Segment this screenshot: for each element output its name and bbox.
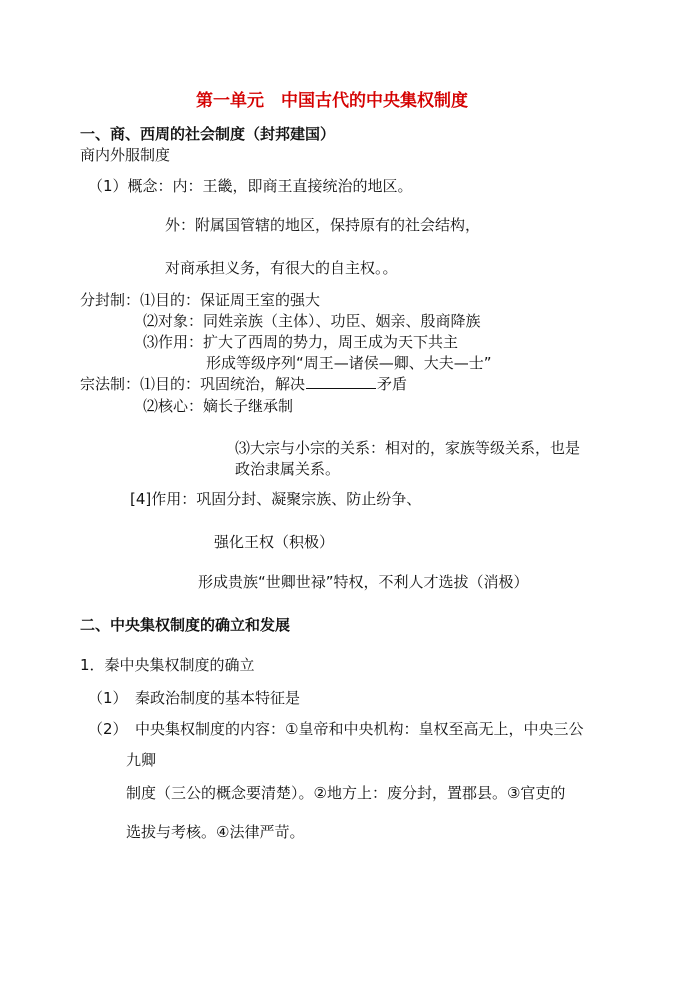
fenfeng-line-3: ⑶作用：扩大了西周的势力，周王成为天下共主 <box>143 333 459 351</box>
item-1-sub-2-line-4: 选拔与考核。④法律严苛。 <box>126 823 305 841</box>
concept-outer-1: 外：附属国管辖的地区，保持原有的社会结构， <box>165 216 481 234</box>
item-1: 1．秦中央集权制度的确立 <box>80 656 255 674</box>
zongfa-line-1-suffix: 矛盾 <box>377 375 408 393</box>
zongfa-line-7: 形成贵族“世卿世禄”特权，不利人才选拔（消极） <box>198 573 529 591</box>
section-heading-2: 二、中央集权制度的确立和发展 <box>80 616 291 634</box>
concept-outer-2: 对商承担义务，有很大的自主权。。 <box>165 259 398 277</box>
concept-inner: （1）概念：内：王畿，即商王直接统治的地区。 <box>88 177 413 195</box>
zongfa-line-2: ⑵核心：嫡长子继承制 <box>143 397 294 415</box>
item-1-sub-2-line-3: 制度（三公的概念要清楚）。②地方上：废分封，置郡县。③官吏的 <box>126 784 566 802</box>
subheading-shang-system: 商内外服制度 <box>80 146 171 164</box>
zongfa-line-1 <box>80 374 407 394</box>
page-title: 第一单元 中国古代的中央集权制度 <box>196 91 468 111</box>
fenfeng-line-4: 形成等级序列“周王—诸侯—卿、大夫—士” <box>206 354 492 372</box>
zongfa-line-1-text: 宗法制：⑴目的：巩固统治，解决 <box>80 375 306 393</box>
fenfeng-line-1: 分封制：⑴目的：保证周王室的强大 <box>80 291 321 309</box>
item-1-sub-1: （1） 秦政治制度的基本特征是 <box>88 689 301 707</box>
section-heading-1: 一、商、西周的社会制度（封邦建国） <box>80 125 336 143</box>
fill-in-blank <box>306 374 376 389</box>
zongfa-line-6: 强化王权（积极） <box>214 533 335 551</box>
zongfa-line-4: 政治隶属关系。 <box>235 460 341 478</box>
fenfeng-line-2: ⑵对象：同姓亲族（主体）、功臣、姻亲、殷商降族 <box>143 312 481 330</box>
item-1-sub-2-line-2: 九卿 <box>126 751 157 769</box>
zongfa-line-5: [4]作用：巩固分封、凝聚宗族、防止纷争、 <box>130 490 422 508</box>
item-1-sub-2-line-1: （2） 中央集权制度的内容：①皇帝和中央机构：皇权至高无上，中央三公 <box>88 720 584 738</box>
zongfa-line-3: ⑶大宗与小宗的关系：相对的，家族等级关系，也是 <box>235 439 581 457</box>
